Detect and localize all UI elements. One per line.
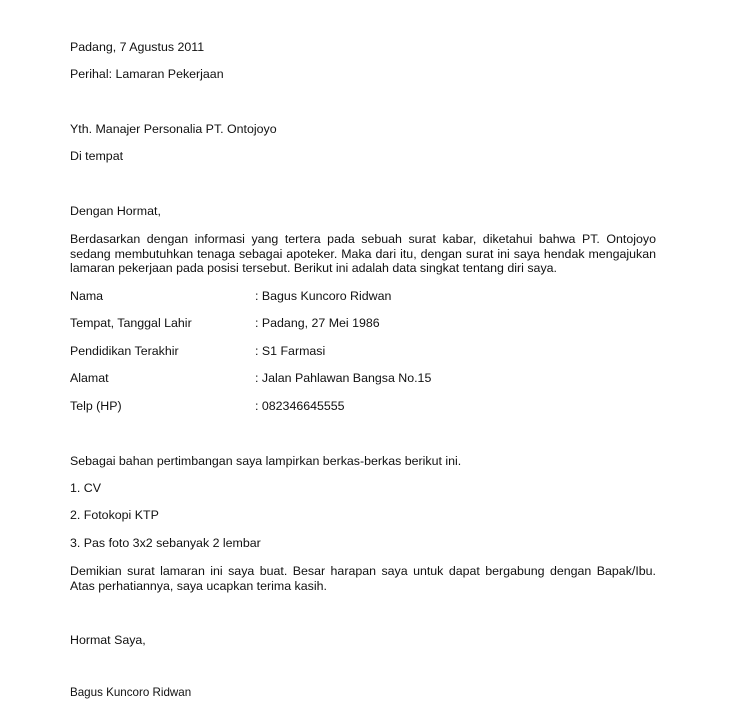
recipient-line: Yth. Manajer Personalia PT. Ontojoyo: [70, 122, 277, 136]
subject-line: Perihal: Lamaran Pekerjaan: [70, 67, 224, 81]
field-label-telp: Telp (HP): [70, 399, 122, 413]
signature-name: Bagus Kuncoro Ridwan: [70, 686, 192, 699]
field-value-pendidikan: : S1 Farmasi: [255, 344, 326, 358]
field-value-telp: : 082346645555: [255, 399, 345, 413]
field-value-nama: : Bagus Kuncoro Ridwan: [255, 289, 392, 303]
field-label-ttl: Tempat, Tanggal Lahir: [70, 316, 192, 330]
closing-line: Hormat Saya,: [70, 633, 146, 647]
list-item: 2. Fotokopi KTP: [70, 508, 159, 522]
attachments-intro: Sebagai bahan pertimbangan saya lampirkan berkas-berkas berikut ini.: [70, 454, 462, 468]
list-item: 1. CV: [70, 481, 101, 495]
field-label-alamat: Alamat: [70, 371, 109, 385]
field-value-alamat: : Jalan Pahlawan Bangsa No.15: [255, 371, 432, 385]
list-item: 3. Pas foto 3x2 sebanyak 2 lembar: [70, 536, 261, 550]
salutation: Dengan Hormat,: [70, 204, 161, 218]
date-line: Padang, 7 Agustus 2011: [70, 40, 205, 54]
closing-paragraph: Demikian surat lamaran ini saya buat. Besar harapan saya untuk dapat bergabung dengan Bapak/Ibu. Atas perhatiannya, saya ucapkan terima kasih.: [70, 564, 656, 593]
location-line: Di tempat: [70, 149, 124, 163]
field-value-ttl: : Padang, 27 Mei 1986: [255, 316, 380, 330]
field-label-pendidikan: Pendidikan Terakhir: [70, 344, 179, 358]
intro-paragraph: Berdasarkan dengan informasi yang tertera pada sebuah surat kabar, diketahui bahwa PT. Ontojoyo sedang membutuhkan tenaga sebagai apoteker. Maka dari itu, dengan surat ini saya hendak mengajukan lamaran pekerjaan pada posisi tersebut. Berikut ini adalah data singkat tentang diri saya.: [70, 232, 656, 275]
field-label-nama: Nama: [70, 289, 104, 303]
